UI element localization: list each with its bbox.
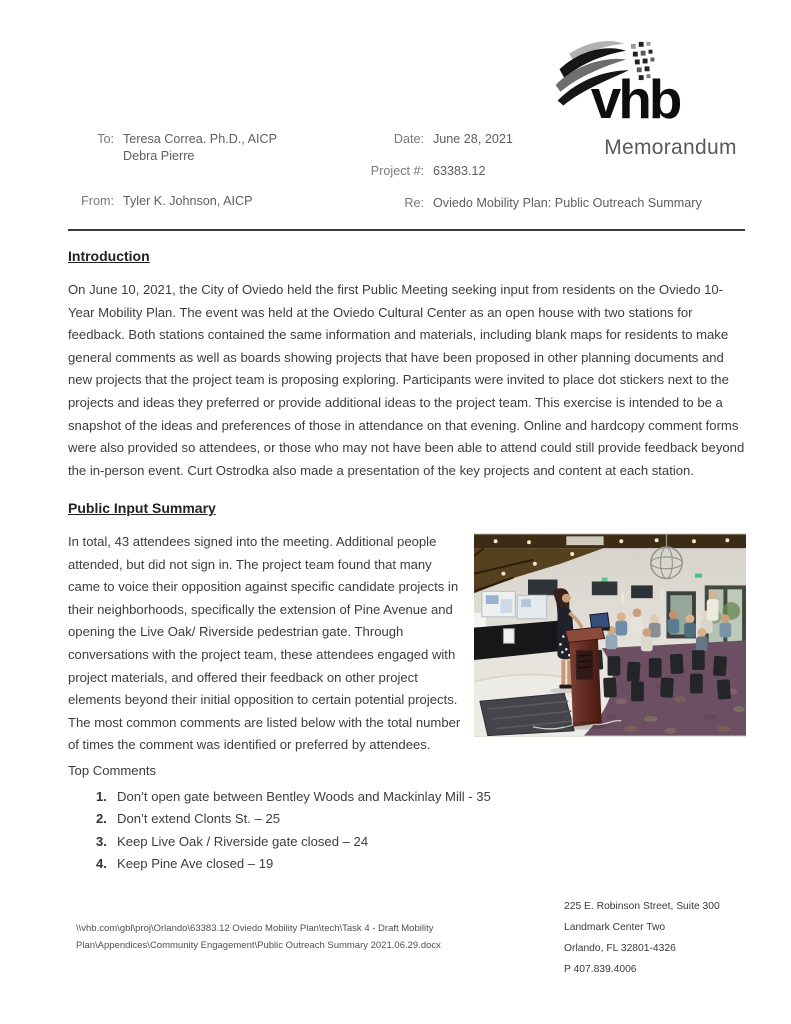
- date-label: Date:: [393, 132, 424, 146]
- address-line: 225 E. Robinson Street, Suite 300: [564, 901, 720, 912]
- address-line: Orlando, FL 32801-4326: [564, 943, 676, 954]
- date-value: June 28, 2021: [433, 132, 513, 146]
- header-divider: [68, 229, 745, 231]
- vhb-logo-graphic: [553, 38, 701, 128]
- office-address-block: [564, 896, 774, 980]
- to-value: [123, 131, 277, 165]
- project-value: 63383.12: [433, 164, 486, 178]
- logo-text: vhb: [590, 68, 680, 128]
- memo-fields-middle: [350, 131, 702, 227]
- field-to: [68, 131, 277, 165]
- top-comment-item: [68, 853, 746, 876]
- meeting-photo-illustration: [474, 533, 746, 737]
- meeting-photo: [474, 533, 746, 737]
- re-label: Re:: [404, 196, 424, 210]
- to-label: To:: [97, 132, 114, 146]
- re-value: Oviedo Mobility Plan: Public Outreach Summary: [433, 196, 702, 210]
- to-value-line2: Debra Pierre: [123, 149, 195, 163]
- top-comment-item: [68, 786, 746, 809]
- section-public-input-summary: [68, 500, 746, 876]
- comment-text: Don’t open gate between Bentley Woods and Mackinlay Mill - 35: [117, 788, 491, 804]
- field-date: [350, 131, 702, 148]
- public-input-body: In total, 43 attendees signed into the meeting. Additional people attended, but did not sign in. The project team found that many came to voice their opposition against specific candidate projects in their neighborhoods, specifically the extension of Pine Avenue and opening the Live Oak/ Riverside pedestrian gate. Through conversations with the project team, these attendees engaged with project materials, and offered their feedback on other project elements beyond their initial opposition to certain potential projects. The most common comments are listed below with the total number of times the comment was identified or preferred by attendees.: [68, 534, 461, 753]
- comment-number: 2.: [96, 811, 107, 827]
- address-line: P 407.839.4006: [564, 964, 637, 975]
- top-comment-item: [68, 808, 746, 831]
- field-re: [350, 195, 702, 212]
- public-input-heading: Public Input Summary: [68, 500, 216, 516]
- comment-text: Don’t extend Clonts St. – 25: [117, 811, 281, 827]
- introduction-body: On June 10, 2021, the City of Oviedo held the first Public Meeting seeking input from residents on the Oviedo 10-Year Mobility Plan. The event was held at the Oviedo Cultural Center as an open house with two stations for feedback. Both stations contained the same information and materials, including blank maps for residents to make general comments as well as boards showing projects that have been proposed in other planning documents and new projects that the project team is proposing exploring. Participants were invited to place dot stickers next to the projects and ideas they preferred or provide additional ideas to the project team. This exercise is intended to be a snapshot of the ideas and preferences of those in attendance on that evening. Online and hardcopy comment forms were also provided so attendees, or those who may not have been able to attend could still provide feedback beyond the in-person event. Curt Ostrodka also made a presentation of the key projects and content at each station.: [68, 282, 745, 478]
- field-from: [68, 193, 277, 210]
- top-comment-item: [68, 831, 746, 854]
- section-introduction: [68, 248, 746, 482]
- vhb-logo: [545, 38, 745, 128]
- from-label: From:: [81, 194, 114, 208]
- address-line: Landmark Center Two: [564, 922, 666, 933]
- comment-number: 3.: [96, 833, 107, 849]
- document-file-path: \\vhb.com\gbl\proj\Orlando\63383.12 Oviedo Mobility Plan\tech\Task 4 - Draft Mobility Plan\Appendices\Community Engagement\Public Outreach Summary 2021.06.29.docx: [76, 923, 441, 951]
- comment-number: 1.: [96, 788, 107, 804]
- comment-text: Keep Live Oak / Riverside gate closed – 24: [117, 833, 369, 849]
- field-project: [350, 163, 702, 180]
- from-value: Tyler K. Johnson, AICP: [123, 194, 253, 208]
- project-label: Project #:: [370, 164, 424, 178]
- comment-text: Keep Pine Ave closed – 19: [117, 856, 274, 872]
- memo-fields-left: [68, 131, 277, 210]
- top-comments-label: Top Comments: [68, 762, 157, 778]
- comment-number: 4.: [96, 856, 107, 872]
- introduction-heading: Introduction: [68, 248, 150, 264]
- memorandum-title: Memorandum: [604, 136, 737, 159]
- to-value-line1: Teresa Correa. Ph.D., AICP: [123, 132, 277, 146]
- top-comments-list: [68, 786, 746, 876]
